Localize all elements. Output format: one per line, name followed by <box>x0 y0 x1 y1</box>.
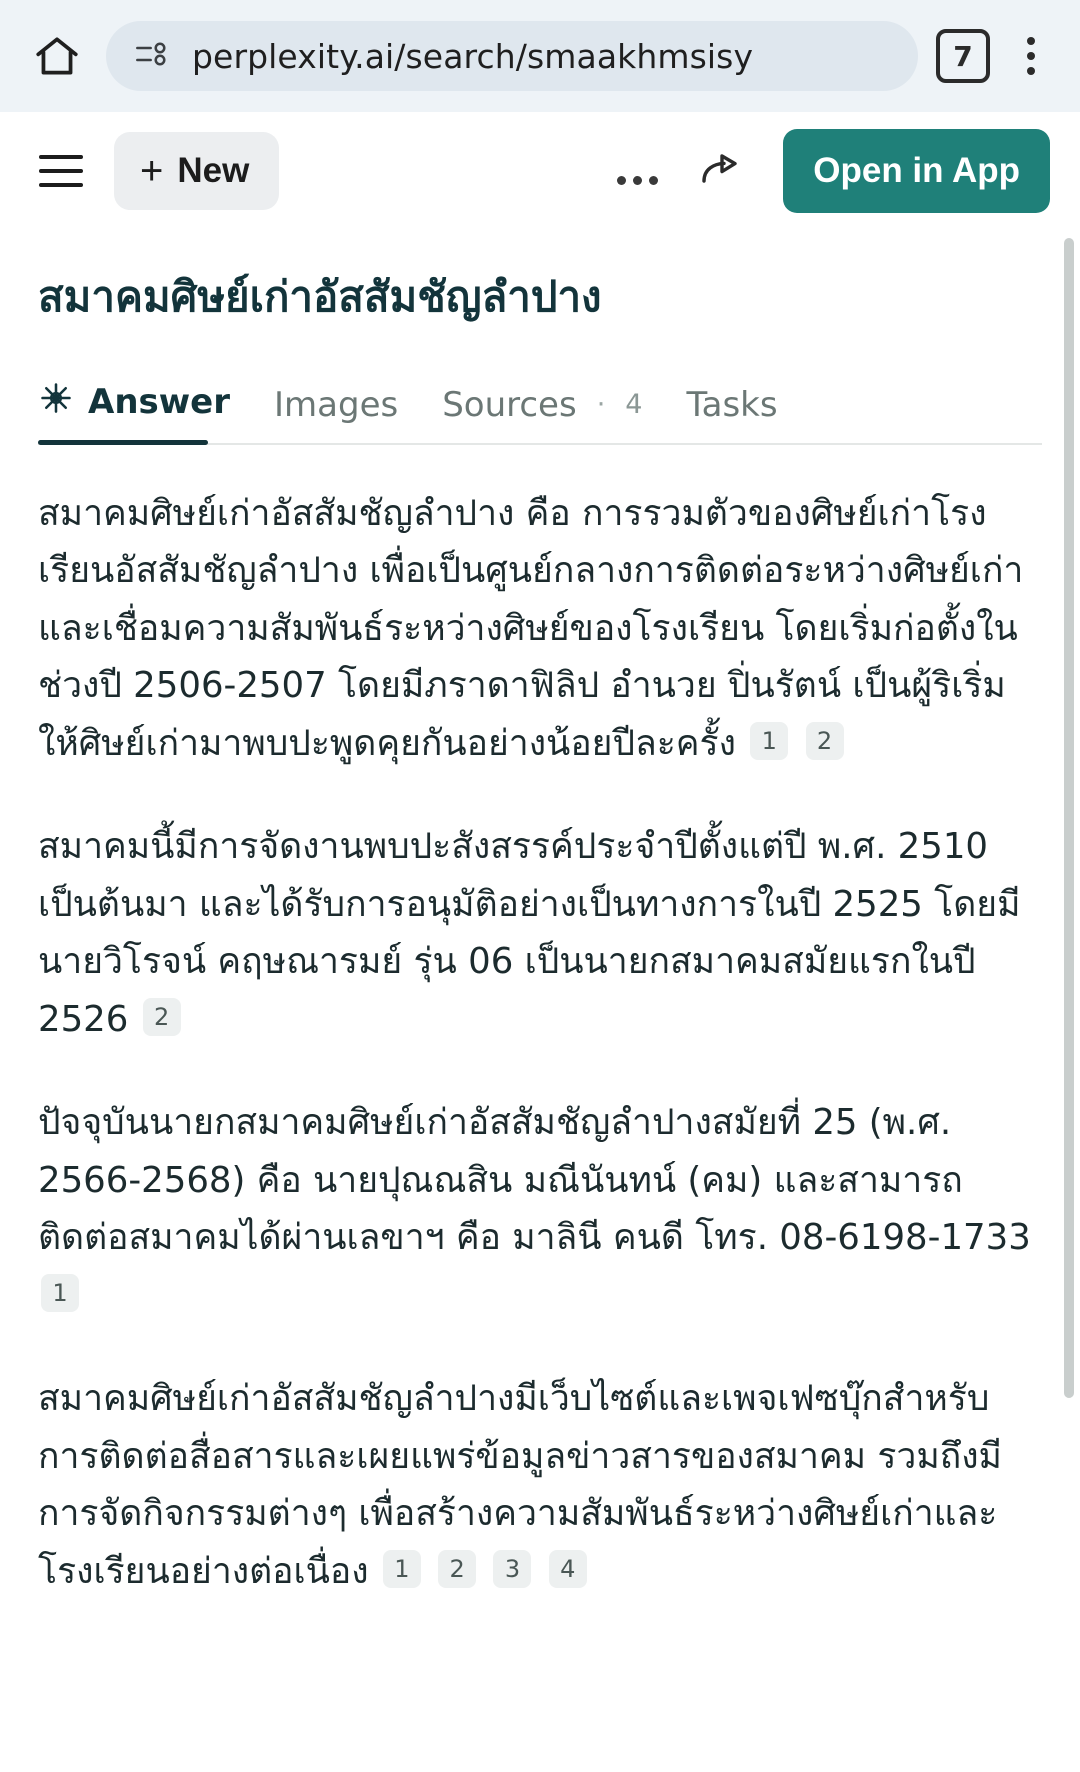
citation-chip[interactable]: 2 <box>438 1550 476 1588</box>
tab-answer-label: Answer <box>88 382 230 423</box>
tab-tasks-label: Tasks <box>686 384 778 425</box>
url-text: perplexity.ai/search/smaakhmsisy <box>192 36 754 76</box>
open-in-app-label: Open in App <box>813 151 1020 190</box>
paragraph-text: สมาคมศิษย์เก่าอัสสัมชัญลำปางมีเว็บไซต์และเพจเฟซบุ๊กสำหรับการติดต่อสื่อสารและเผยแพร่ข้อมูลข่าวสารของสมาคม รวมถึงมีการจัดกิจกรรมต่างๆ เพื่อสร้างความสัมพันธ์ระหว่างศิษย์เก่าและโรงเรียนอย่างต่อเนื่อง <box>38 1378 1002 1592</box>
tab-sources[interactable] <box>442 385 642 443</box>
plus-icon: + <box>140 149 164 193</box>
hamburger-icon[interactable] <box>30 140 92 202</box>
app-header <box>0 112 1080 230</box>
answer-body <box>38 445 1042 1601</box>
citation-chip[interactable]: 1 <box>41 1274 79 1312</box>
main-content <box>0 270 1080 1600</box>
citation-chip[interactable]: 2 <box>806 722 844 760</box>
new-thread-label: New <box>177 151 250 190</box>
more-options-icon[interactable] <box>607 141 667 201</box>
citation-chip[interactable]: 3 <box>493 1550 531 1588</box>
home-icon[interactable] <box>26 25 88 87</box>
new-thread-button[interactable] <box>114 132 279 210</box>
site-info-icon[interactable] <box>132 37 172 75</box>
answer-paragraph <box>38 1094 1042 1324</box>
tab-images-label: Images <box>274 384 399 425</box>
tab-count-button[interactable] <box>936 29 990 83</box>
browser-toolbar <box>0 0 1080 112</box>
citation-chip[interactable]: 1 <box>750 722 788 760</box>
page-title: สมาคมศิษย์เก่าอัสสัมชัญลำปาง <box>38 272 602 321</box>
answer-paragraph <box>38 1370 1042 1600</box>
tab-count-label: 7 <box>953 39 973 73</box>
result-tabs <box>38 359 1042 445</box>
tab-tasks[interactable] <box>686 385 777 443</box>
paragraph-text: สมาคมนี้มีการจัดงานพบปะสังสรรค์ประจำปีตั้งแต่ปี พ.ศ. 2510 เป็นต้นมา และได้รับการอนุมัติอย่างเป็นทางการในปี 2525 โดยมีนายวิโรจน์ คฤษณารมย์ รุ่น 06 เป็นนายกสมาคมสมัยแรกในปี 2526 <box>38 826 1021 1040</box>
page-scrollbar[interactable] <box>1064 238 1074 1398</box>
citation-chip[interactable]: 1 <box>383 1550 421 1588</box>
answer-paragraph <box>38 818 1042 1048</box>
tab-sources-separator: · <box>596 389 606 421</box>
paragraph-text: สมาคมศิษย์เก่าอัสสัมชัญลำปาง คือ การรวมตัวของศิษย์เก่าโรงเรียนอัสสัมชัญลำปาง เพื่อเป็นศูนย์กลางการติดต่อระหว่างศิษย์เก่า และเชื่อมความสัมพันธ์ระหว่างศิษย์ของโรงเรียน โดยเริ่มก่อตั้งในช่วงปี 2506-2507 โดยมีภราดาฟิลิป อำนวย ปิ่นรัตน์ เป็นผู้ริเริ่มให้ศิษย์เก่ามาพบปะพูดคุยกันอย่างน้อยปีละครั้ง <box>38 492 1024 764</box>
address-bar[interactable] <box>106 21 918 91</box>
open-in-app-button[interactable] <box>783 129 1050 213</box>
tab-sources-count: 4 <box>625 389 643 421</box>
tab-answer[interactable] <box>38 380 230 443</box>
citation-chip[interactable]: 4 <box>549 1550 587 1588</box>
kebab-menu-icon[interactable] <box>1008 25 1054 87</box>
share-icon[interactable] <box>689 140 751 202</box>
tab-images[interactable] <box>274 385 398 443</box>
tab-sources-label: Sources <box>442 384 577 425</box>
citation-chip[interactable]: 2 <box>143 998 181 1036</box>
paragraph-text: ปัจจุบันนายกสมาคมศิษย์เก่าอัสสัมชัญลำปางสมัยที่ 25 (พ.ศ. 2566-2568) คือ นายปุณณสิน มณีนันทน์ (คม) และสามารถติดต่อสมาคมได้ผ่านเลขาฯ คือ มาลินี คนดี โทร. 08-6198-1733 <box>38 1102 1031 1259</box>
answer-paragraph <box>38 485 1042 773</box>
perplexity-logo-icon <box>38 380 74 425</box>
